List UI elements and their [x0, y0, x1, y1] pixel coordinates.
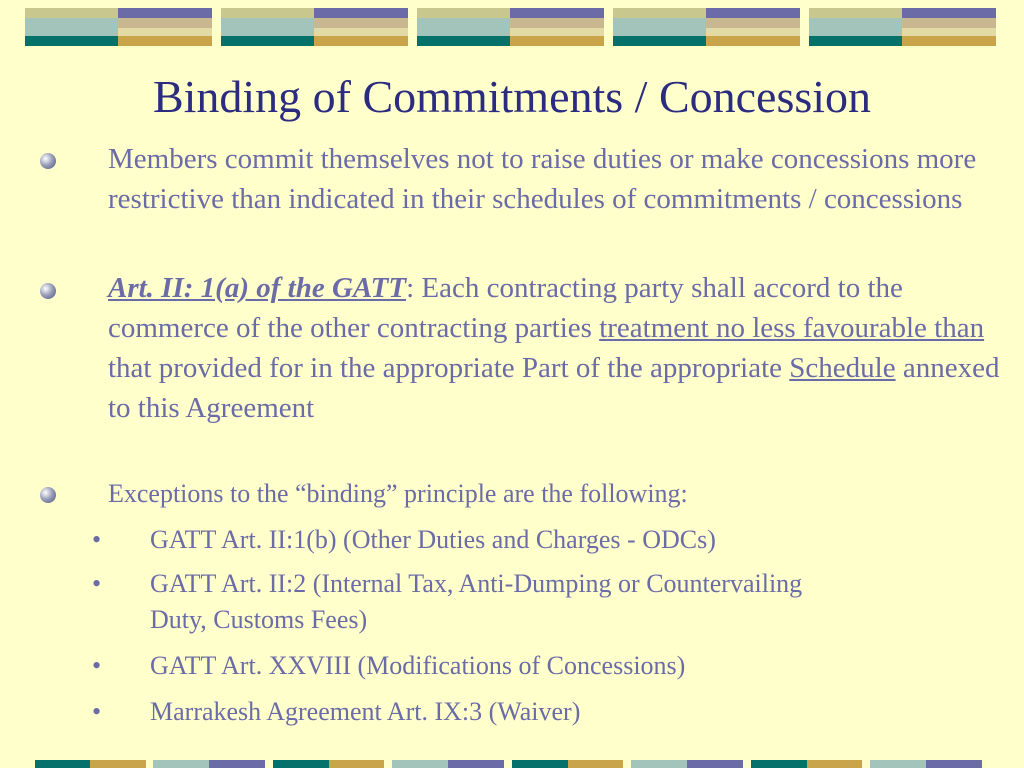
exception-item: GATT Art. II:2 (Internal Tax, Anti-Dumping or Countervailing Duty, Customs Fees) — [150, 569, 803, 634]
bullet-text-gatt-article — [108, 268, 1008, 428]
text-fragment: that provided for in the appropriate Part of the appropriate — [108, 352, 790, 384]
bullet-sphere-icon — [40, 487, 56, 503]
band-block — [613, 8, 800, 46]
emphasis-treatment: treatment no less favourable than — [599, 312, 985, 344]
slide-title: Binding of Commitments / Concession — [152, 71, 872, 122]
bottom-decorative-band — [35, 760, 1024, 768]
band-block — [221, 8, 408, 46]
bullet-text: Exceptions to the “binding” principle are the following: — [108, 479, 688, 508]
bullet-sphere-icon — [40, 283, 56, 299]
exception-item: GATT Art. II:1(b) (Other Duties and Charges - ODCs) — [150, 525, 716, 554]
bullet-sphere-icon — [40, 153, 56, 169]
sub-bullet-marker: • — [92, 651, 102, 680]
band-block — [417, 8, 604, 46]
emphasis-schedule: Schedule — [789, 352, 896, 384]
sub-bullet-marker: • — [92, 569, 102, 598]
exception-item: GATT Art. XXVIII (Modifications of Concessions) — [150, 651, 686, 680]
gatt-article-reference: Art. II: 1(a) of the GATT — [108, 272, 407, 304]
sub-bullet-marker: • — [92, 697, 102, 726]
separator: : — [406, 272, 415, 304]
text-fragment: Each contracting party shall accord to the commerce of the other contracting parties — [108, 272, 903, 344]
sub-bullet-marker: • — [92, 525, 102, 554]
exception-item: Marrakesh Agreement Art. IX:3 (Waiver) — [150, 697, 581, 726]
band-block — [809, 8, 996, 46]
bullet-text: Members commit themselves not to raise duties or make concessions more restrictive than indicated in their schedules of commitments / concessions — [108, 143, 977, 215]
band-block — [25, 8, 212, 46]
text-fragment: annexed to this Agreement — [108, 352, 1000, 424]
